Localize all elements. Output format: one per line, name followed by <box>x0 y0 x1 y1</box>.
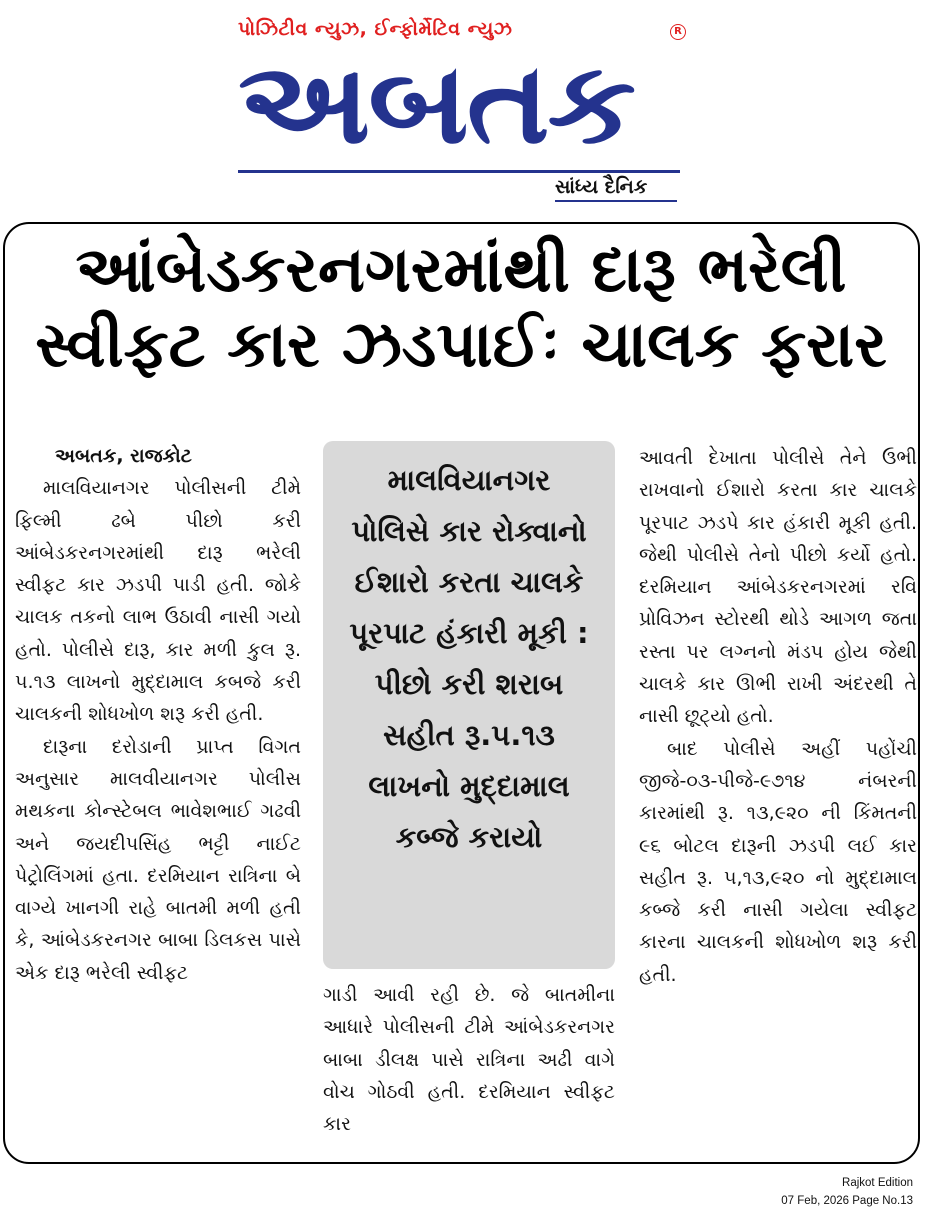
column-2-paragraph-1: ગાડી આવી રહી છે. જે બાતમીના આધારે પોલીસની ટીમે આંબેડકરનગર બાબા ડીલક્ષ પાસે રાત્રિના અઢી વાગે વોચ ગોઠવી હતી. દરમિયાન સ્વીફટ કાર <box>323 984 615 1136</box>
logo-underline <box>238 170 680 173</box>
headline-line-2: સ્વીફટ કાર ઝડપાઈઃ ચાલક ફરાર <box>35 308 887 381</box>
column-3-paragraph-2: બાદ પોલીસે અહીં પહોંચી જીજે-૦૩-પીજે-૯૭૧૪ નંબરની કારમાંથી રૂ. ૧૩,૯૨૦ ની કિંમતની ૯૬ બોટલ દારૂની ઝડપી લઈ કાર સહીત રૂ. ૫,૧૩,૯૨૦ નો મુદ્દામાલ કબ્જે કરી નાસી ગયેલા સ્વીફટ કારના ચાલકની શોધખોળ શરૂ કરી હતી. <box>639 737 917 986</box>
edition-date-page: 07 Feb, 2026 Page No.13 <box>781 1195 913 1207</box>
dateline: અબતક, રાજકોટ <box>55 445 192 467</box>
pull-quote-line: પોલિસે કાર રોક્વાનો <box>351 514 587 548</box>
edition-name: Rajkot Edition <box>842 1177 913 1189</box>
newspaper-logo: અબતક <box>238 39 634 169</box>
pull-quote-box <box>323 441 615 969</box>
headline-line-1: આંબેડકરનગરમાંથી દારૂ ભરેલી <box>75 233 847 306</box>
article-headline <box>5 232 917 382</box>
pull-quote-line: સહીત રૂ.૫.૧૩ <box>383 718 555 752</box>
pull-quote-line: કબ્જે કરાયો <box>395 820 543 854</box>
edition-info <box>781 1174 913 1210</box>
article-column-3 <box>639 442 917 991</box>
column-3-paragraph-1: આવતી દેખાતા પોલીસે તેને ઉભી રાખવાનો ઈશારો કરતા કાર ચાલકે પૂરપાટ ઝડપે કાર હંકારી મૂકી હતી. જેથી પોલીસે તેનો પીછો કર્યો હતો. દરમિયાન આંબેડકરનગરમાં રવિ પ્રોવિઝન સ્ટોરથી થોડે આગળ જતા રસ્તા પર લગ્નનો મંડપ હોય જેથી ચાલકે કાર ઊભી રાખી અંદરથી તે નાસી છૂટ્યો હતો. <box>639 447 917 728</box>
pull-quote-line: ઈશારો કરતા ચાલકે <box>354 565 584 599</box>
masthead-subtitle: સાંધ્ય દૈનિક <box>555 176 648 198</box>
column-1-paragraph-1: માલવિયાનગર પોલીસની ટીમે ફિલ્મી ઢબે પીછો કરી આંબેડકરનગરમાંથી દારૂ ભરેલી સ્વીફટ કાર ઝડપી પાડી હતી. જોકે ચાલક તકનો લાભ ઉઠાવી નાસી ગયો હતો. પોલીસે દારૂ, કાર મળી કુલ રૂ. ૫.૧૩ લાખનો મુદ્દામાલ કબજે કરી ચાલકની શોધખોળ શરૂ કરી હતી. <box>15 477 301 726</box>
article-column-1 <box>15 440 301 989</box>
registered-trademark-icon: R <box>670 24 686 40</box>
masthead-tagline: પોઝિટીવ ન્યુઝ, ઈન્ફોર્મેટિવ ન્યુઝ <box>238 18 513 40</box>
pull-quote-line: પીછો કરી શરાબ <box>374 667 564 701</box>
subtitle-underline <box>555 200 677 202</box>
pull-quote-line: માલવિયાનગર <box>387 463 551 497</box>
masthead <box>0 0 925 210</box>
pull-quote-line: પૂરપાટ હંકારી મૂકી : <box>349 616 589 650</box>
article-column-2 <box>323 979 615 1140</box>
pull-quote-line: લાખનો મુદ્દામાલ <box>368 769 570 803</box>
article-frame <box>3 222 920 1164</box>
column-1-paragraph-2: દારૂના દરોડાની પ્રાપ્ત વિગત અનુસાર માલવીયાનગર પોલીસ મથકના કોન્સ્ટેબલ ભાવેશભાઈ ગઢવી અને જયદીપસિંહ ભટ્ટી નાઈટ પેટ્રોલિંગમાં હતા. દરમિયાન રાત્રિના બે વાગ્યે ખાનગી રાહે બાતમી મળી હતી કે, આંબેડકરનગર બાબા ડિલકસ પાસે એક દારૂ ભરેલી સ્વીફટ <box>15 735 301 984</box>
